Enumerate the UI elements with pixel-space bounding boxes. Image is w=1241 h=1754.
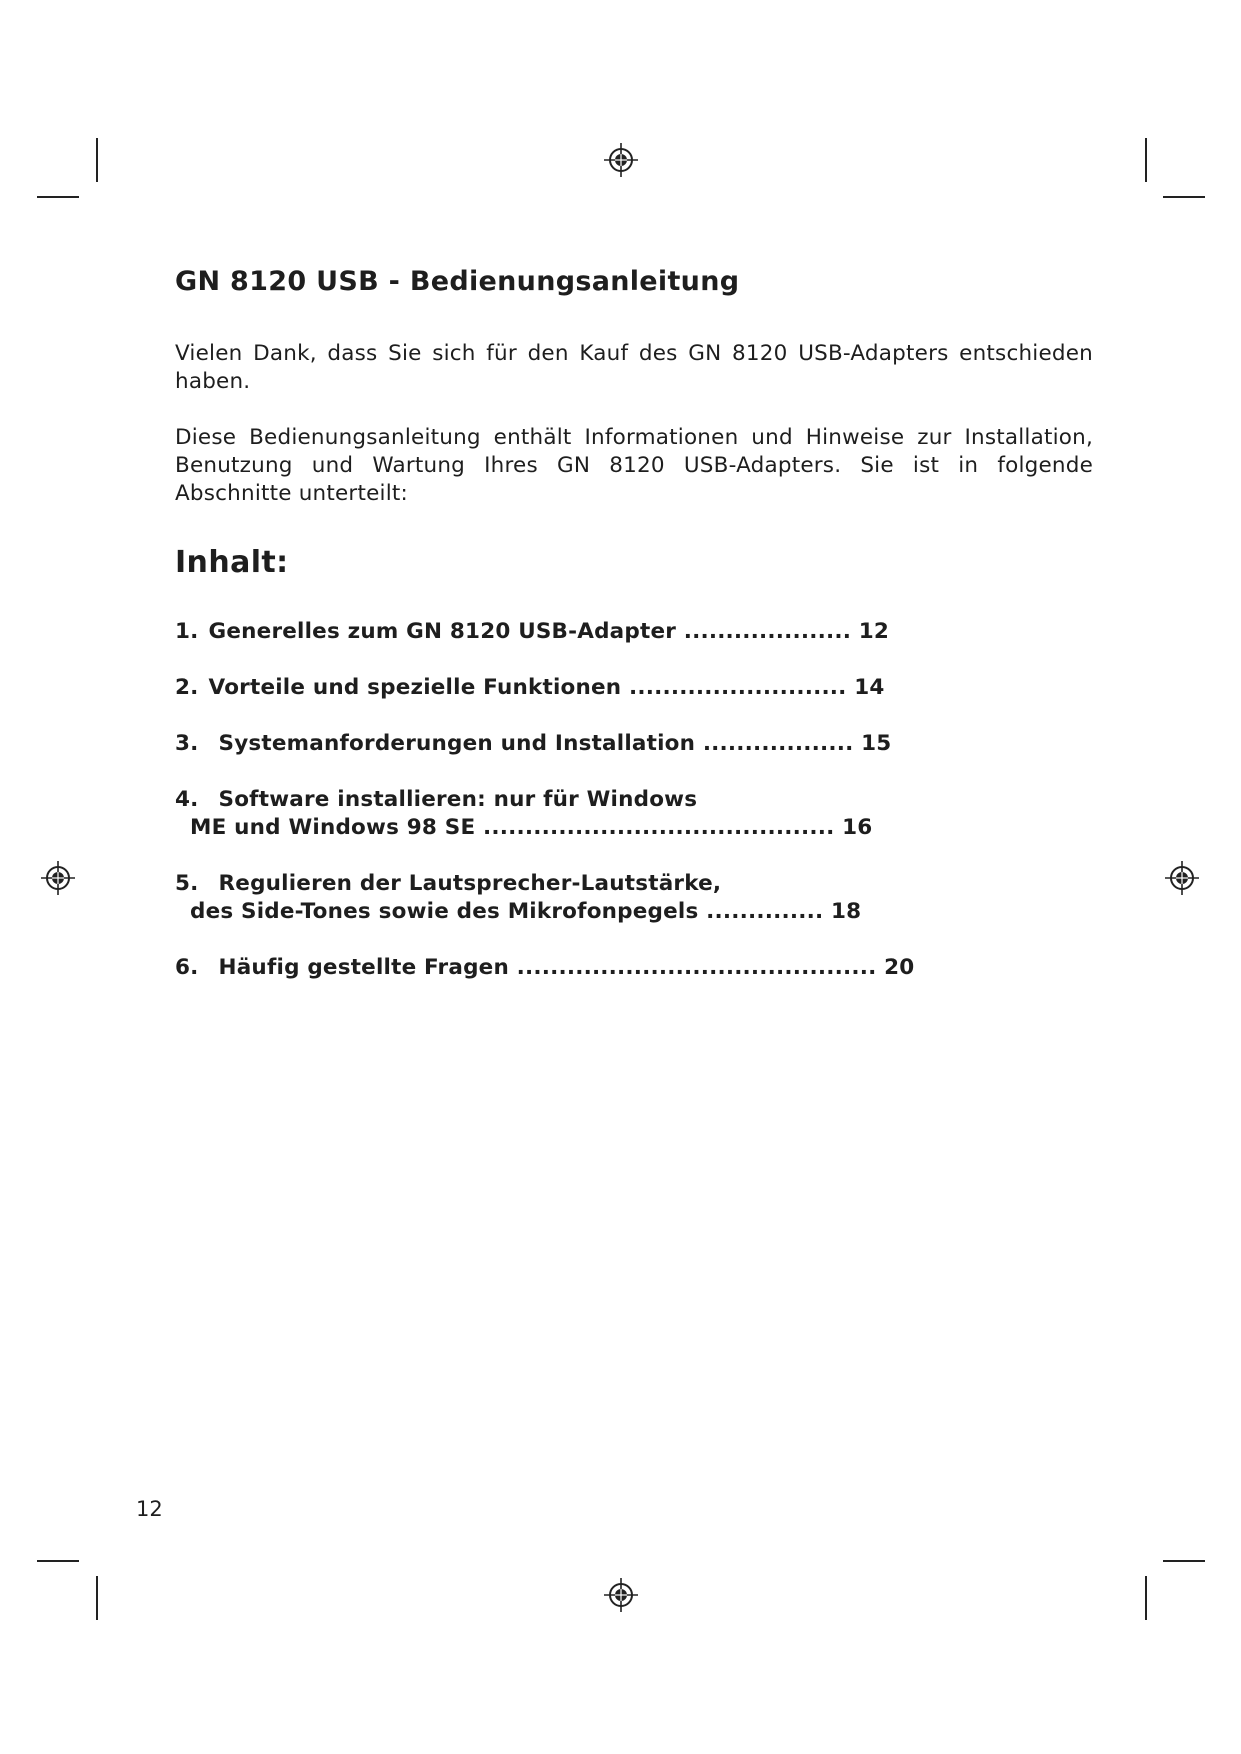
crop-mark-top-right-vertical	[1145, 138, 1147, 182]
intro-paragraph: Diese Bedienungsanleitung enthält Informationen und Hinweise zur Installation, Benutzung und Wartung Ihres GN 8120 USB-Adapters. Sie ist in folgende Abschnitte unterteilt:	[175, 425, 1093, 506]
toc-entry-number: 2.	[175, 675, 199, 700]
contents-heading: Inhalt:	[175, 545, 289, 580]
page-number: 12	[136, 1497, 163, 1521]
page-title: GN 8120 USB - Bedienungsanleitung	[175, 266, 740, 297]
toc-entry	[175, 618, 975, 646]
toc-entry	[175, 674, 975, 702]
toc-entry-text: Häufig gestellte Fragen ........................................... 20	[218, 955, 915, 980]
toc-entry-number: 3.	[175, 731, 199, 756]
toc-entry-text: Software installieren: nur für Windows	[218, 787, 698, 812]
crop-mark-bottom-right-horizontal	[1163, 1560, 1205, 1562]
toc-entry	[175, 954, 975, 982]
crop-mark-bottom-left-vertical	[96, 1576, 98, 1620]
toc-entry-number: 5.	[175, 871, 199, 896]
toc-entry-text: Generelles zum GN 8120 USB-Adapter .................... 12	[208, 619, 890, 644]
toc-entry-number: 4.	[175, 787, 199, 812]
toc-entry-text: Regulieren der Lautsprecher-Lautstärke,	[218, 871, 722, 896]
crop-mark-top-left-vertical	[96, 138, 98, 182]
toc-entry-number: 1.	[175, 619, 199, 644]
crop-mark-top-left-horizontal	[37, 196, 79, 198]
toc-entry-number: 6.	[175, 955, 199, 980]
crop-mark-top-right-horizontal	[1163, 196, 1205, 198]
registration-mark-icon	[603, 142, 639, 178]
registration-mark-icon	[1164, 860, 1200, 896]
toc-entry-text: Systemanforderungen und Installation .................. 15	[218, 731, 892, 756]
toc-entry-text-continued: des Side-Tones sowie des Mikrofonpegels .............. 18	[190, 899, 862, 924]
toc-entry-text-continued: ME und Windows 98 SE .......................................... 16	[190, 815, 873, 840]
toc-entry	[175, 870, 975, 926]
toc-entry-text: Vorteile und spezielle Funktionen .......................... 14	[208, 675, 885, 700]
crop-mark-bottom-right-vertical	[1145, 1576, 1147, 1620]
toc-entry	[175, 786, 975, 842]
intro-paragraph: Vielen Dank, dass Sie sich für den Kauf des GN 8120 USB-Adapters entschieden haben.	[175, 341, 1093, 394]
crop-mark-bottom-left-horizontal	[37, 1560, 79, 1562]
toc-entry	[175, 730, 975, 758]
registration-mark-icon	[603, 1577, 639, 1613]
registration-mark-icon	[40, 860, 76, 896]
